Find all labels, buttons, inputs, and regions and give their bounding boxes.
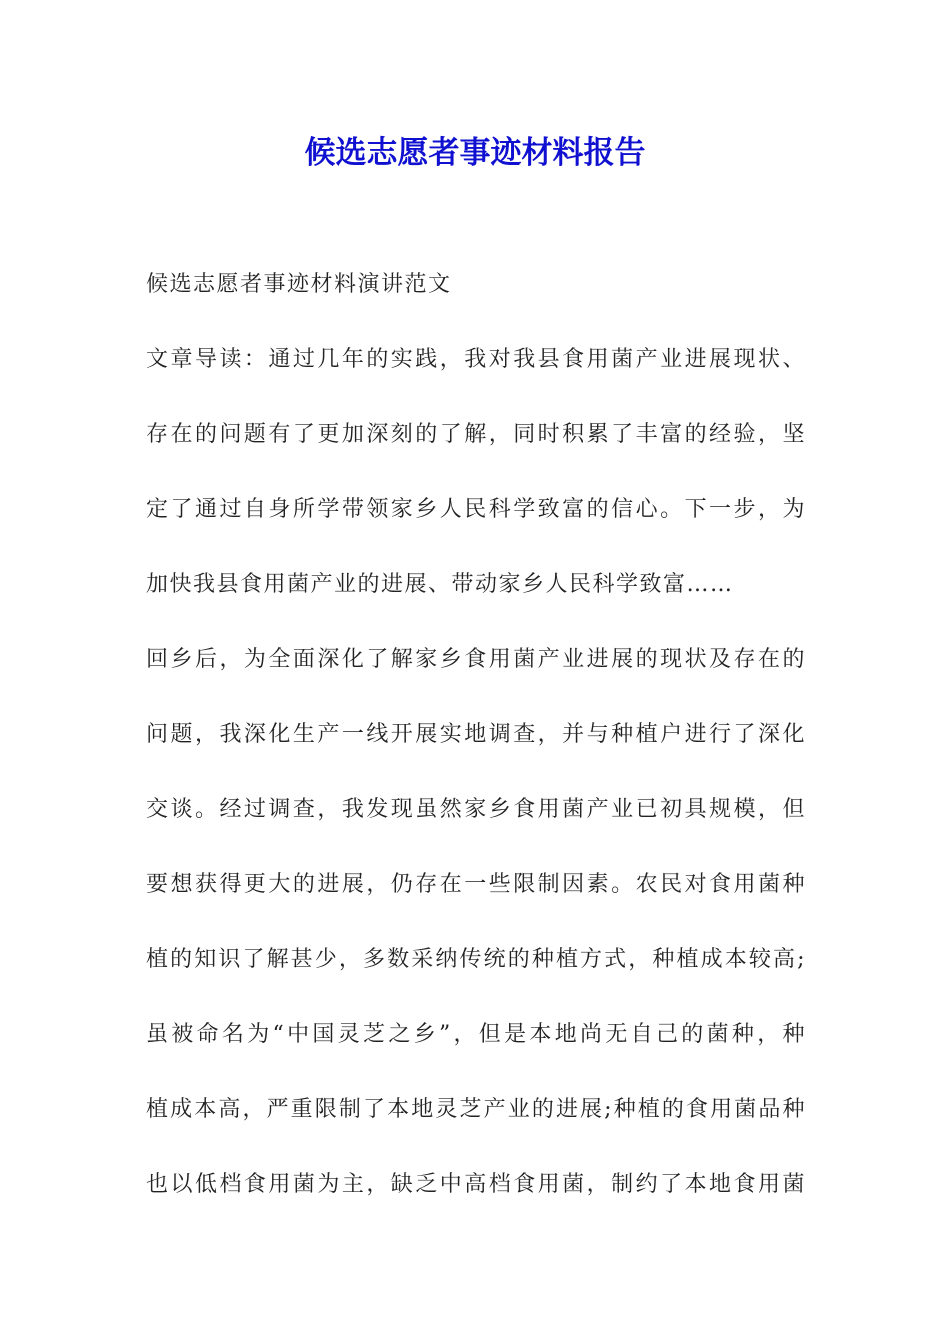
document-body bbox=[146, 262, 806, 1237]
paragraph-line: 文章导读：通过几年的实践，我对我县食用菌产业进展现状、 bbox=[146, 347, 806, 372]
paragraph-line: 问题，我深化生产一线开展实地调查，并与种植户进行了深化 bbox=[146, 722, 806, 747]
paragraph-line: 植成本高，严重限制了本地灵芝产业的进展;种植的食用菌品种 bbox=[146, 1097, 806, 1122]
document-subtitle: 候选志愿者事迹材料演讲范文 bbox=[146, 272, 452, 297]
paragraph-line: 定了通过自身所学带领家乡人民科学致富的信心。下一步，为 bbox=[146, 497, 806, 522]
paragraph-line: 交谈。经过调查，我发现虽然家乡食用菌产业已初具规模，但 bbox=[146, 797, 806, 822]
paragraph-line: 也以低档食用菌为主，缺乏中高档食用菌，制约了本地食用菌 bbox=[146, 1172, 806, 1197]
paragraph-line: 要想获得更大的进展，仍存在一些限制因素。农民对食用菌种 bbox=[146, 872, 806, 897]
document-title: 候选志愿者事迹材料报告 bbox=[304, 135, 646, 171]
paragraph-line: 虽被命名为“中国灵芝之乡”，但是本地尚无自己的菌种，种 bbox=[146, 1022, 806, 1047]
paragraph-line: 植的知识了解甚少，多数采纳传统的种植方式，种植成本较高; bbox=[146, 947, 806, 972]
paragraph-line: 加快我县食用菌产业的进展、带动家乡人民科学致富…… bbox=[146, 572, 734, 597]
paragraph-line: 存在的问题有了更加深刻的了解，同时积累了丰富的经验，坚 bbox=[146, 422, 806, 447]
paragraph-line: 回乡后，为全面深化了解家乡食用菌产业进展的现状及存在的 bbox=[146, 647, 806, 672]
